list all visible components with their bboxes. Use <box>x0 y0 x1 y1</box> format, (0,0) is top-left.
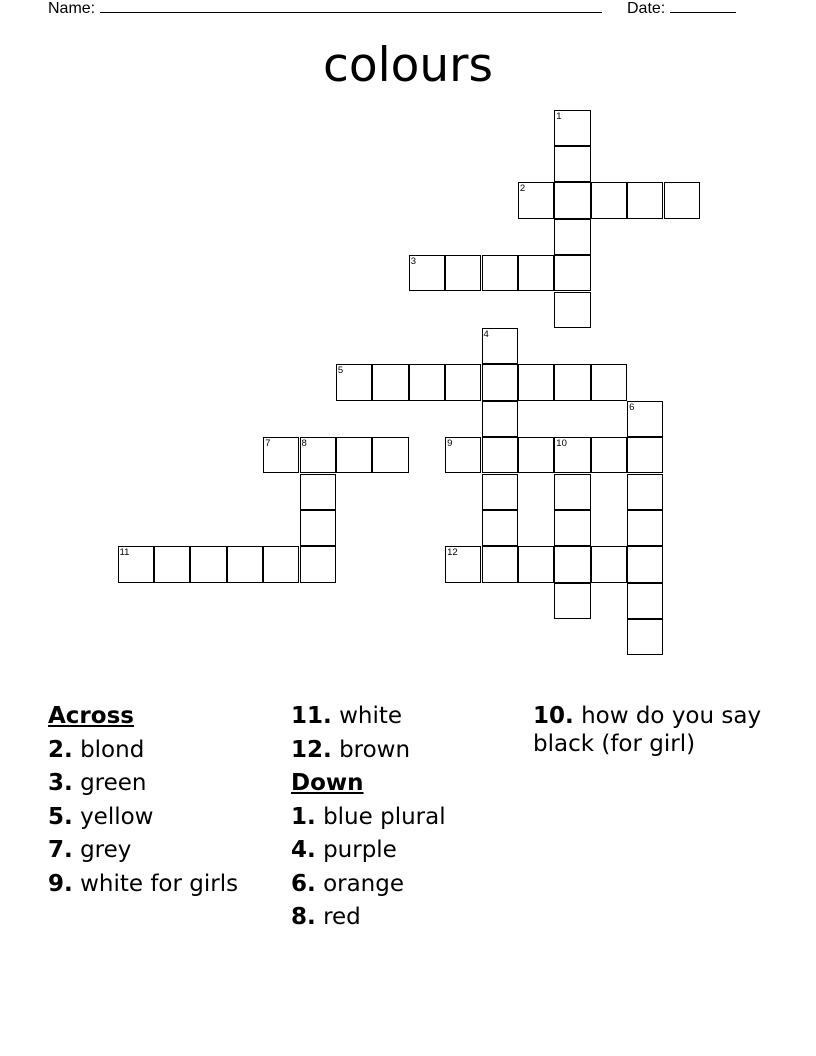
name-underline[interactable] <box>100 0 602 13</box>
letter-input[interactable] <box>228 547 262 581</box>
letter-input[interactable] <box>555 111 589 145</box>
clue-number: 6 <box>629 401 635 413</box>
letter-input[interactable] <box>555 256 589 290</box>
grid-cell[interactable] <box>518 364 554 400</box>
letter-input[interactable] <box>446 547 480 581</box>
letter-input[interactable] <box>410 256 444 290</box>
grid-cell[interactable] <box>627 619 663 655</box>
down-heading: Down <box>291 770 364 796</box>
grid-cell[interactable] <box>300 546 336 582</box>
clue-text: white <box>339 703 403 729</box>
grid-cell[interactable] <box>336 364 372 400</box>
letter-input[interactable] <box>483 402 517 436</box>
letter-input[interactable] <box>555 584 589 618</box>
letter-input[interactable] <box>301 547 335 581</box>
letter-input[interactable] <box>483 365 517 399</box>
letter-input[interactable] <box>592 547 626 581</box>
clue-text: orange <box>323 870 405 897</box>
grid-cell[interactable] <box>627 437 663 473</box>
down-clue <box>291 870 511 898</box>
down-clue <box>291 803 511 831</box>
grid-cell[interactable] <box>518 437 554 473</box>
grid-cell[interactable] <box>482 328 518 364</box>
clue-text: blond <box>80 736 145 763</box>
grid-cell[interactable] <box>627 182 663 218</box>
letter-input[interactable] <box>555 293 589 327</box>
letter-input[interactable] <box>628 547 662 581</box>
clue-number-label: 3. <box>48 770 73 796</box>
grid-cell[interactable] <box>554 219 590 255</box>
clue-number-label: 11. <box>291 703 332 729</box>
letter-input[interactable] <box>483 547 517 581</box>
grid-cell[interactable] <box>445 437 481 473</box>
grid-cell[interactable] <box>591 546 627 582</box>
letter-input[interactable] <box>628 402 662 436</box>
grid-cell[interactable] <box>263 546 299 582</box>
letter-input[interactable] <box>519 183 553 217</box>
clue-number-label: 8. <box>291 904 316 930</box>
grid-cell[interactable] <box>554 546 590 582</box>
grid-cell[interactable] <box>591 437 627 473</box>
clues-column-1 <box>48 702 248 903</box>
clues-column-2 <box>291 702 511 937</box>
across-heading: Across <box>48 703 134 729</box>
letter-input[interactable] <box>592 365 626 399</box>
grid-cell[interactable] <box>372 437 408 473</box>
clue-number-label: 10. <box>533 703 574 729</box>
letter-input[interactable] <box>555 220 589 254</box>
clue-number: 7 <box>265 438 271 450</box>
across-clue <box>48 836 248 864</box>
grid-cell[interactable] <box>482 510 518 546</box>
grid-cell[interactable] <box>445 255 481 291</box>
clue-number-label: 12. <box>291 736 332 763</box>
letter-input[interactable] <box>301 438 335 472</box>
grid-cell[interactable] <box>482 546 518 582</box>
letter-input[interactable] <box>519 256 553 290</box>
grid-cell[interactable] <box>518 546 554 582</box>
clue-number: 3 <box>410 256 416 268</box>
grid-cell[interactable] <box>627 546 663 582</box>
letter-input[interactable] <box>555 183 589 217</box>
grid-cell[interactable] <box>263 437 299 473</box>
grid-cell[interactable] <box>372 364 408 400</box>
date-field[interactable] <box>627 0 736 18</box>
grid-cell[interactable] <box>554 437 590 473</box>
grid-cell[interactable] <box>554 110 590 146</box>
grid-cell[interactable] <box>664 182 700 218</box>
clue-text: blue plural <box>323 803 446 830</box>
letter-input[interactable] <box>337 438 371 472</box>
grid-cell[interactable] <box>300 437 336 473</box>
across-clue <box>48 870 248 898</box>
grid-cell[interactable] <box>554 364 590 400</box>
letter-input[interactable] <box>119 547 153 581</box>
letter-input[interactable] <box>628 183 662 217</box>
clue-text: purple <box>323 837 397 863</box>
letter-input[interactable] <box>592 183 626 217</box>
down-clue <box>533 702 763 758</box>
clue-number: 12 <box>447 547 458 559</box>
grid-cell[interactable] <box>627 474 663 510</box>
clue-number-label: 9. <box>48 870 73 897</box>
name-field[interactable] <box>48 0 602 18</box>
letter-input[interactable] <box>446 365 480 399</box>
grid-cell[interactable] <box>591 364 627 400</box>
letter-input[interactable] <box>665 183 699 217</box>
clue-number: 5 <box>337 365 344 377</box>
letter-input[interactable] <box>555 365 589 399</box>
clue-text: how do you say black (for girl) <box>533 703 762 757</box>
letter-input[interactable] <box>155 547 189 581</box>
letter-input[interactable] <box>264 438 298 472</box>
clue-number: 10 <box>556 438 567 450</box>
letter-input[interactable] <box>301 511 335 545</box>
clue-text: white for girls <box>80 870 239 897</box>
letter-input[interactable] <box>446 256 480 290</box>
letter-input[interactable] <box>555 511 589 545</box>
grid-cell[interactable] <box>554 292 590 328</box>
letter-input[interactable] <box>483 511 517 545</box>
letter-input[interactable] <box>519 365 553 399</box>
grid-cell[interactable] <box>482 474 518 510</box>
puzzle-title: colours <box>322 38 493 93</box>
clue-number-label: 2. <box>48 736 73 763</box>
clues-column-3 <box>533 702 763 764</box>
letter-input[interactable] <box>628 584 662 618</box>
grid-cell[interactable] <box>627 583 663 619</box>
clue-number: 8 <box>301 438 307 450</box>
letter-input[interactable] <box>555 438 589 472</box>
letter-input[interactable] <box>628 438 662 472</box>
clue-text: red <box>323 904 361 930</box>
letter-input[interactable] <box>628 475 662 509</box>
grid-cell[interactable] <box>627 401 663 437</box>
down-clue <box>291 903 511 931</box>
across-clue <box>291 736 511 764</box>
grid-cell[interactable] <box>591 182 627 218</box>
across-clue <box>48 769 248 797</box>
clue-number: 2 <box>519 183 526 195</box>
clue-text: green <box>80 770 147 796</box>
grid-cell[interactable] <box>518 255 554 291</box>
letter-input[interactable] <box>483 438 517 472</box>
letter-input[interactable] <box>264 547 298 581</box>
letter-input[interactable] <box>446 438 480 472</box>
clue-text: yellow <box>80 803 154 830</box>
letter-input[interactable] <box>373 438 407 472</box>
grid-cell[interactable] <box>445 546 481 582</box>
name-label: Name: <box>48 0 96 17</box>
grid-cell[interactable] <box>300 510 336 546</box>
letter-input[interactable] <box>483 475 517 509</box>
grid-cell[interactable] <box>518 182 554 218</box>
clue-number-label: 5. <box>48 803 73 830</box>
grid-cell[interactable] <box>554 182 590 218</box>
letter-input[interactable] <box>337 365 371 399</box>
letter-input[interactable] <box>519 547 553 581</box>
grid-cell[interactable] <box>118 546 154 582</box>
date-underline[interactable] <box>670 0 736 13</box>
grid-cell[interactable] <box>300 474 336 510</box>
clue-number: 4 <box>483 328 489 340</box>
letter-input[interactable] <box>519 438 553 472</box>
grid-cell[interactable] <box>409 255 445 291</box>
grid-cell[interactable] <box>627 510 663 546</box>
clue-number: 9 <box>447 438 453 450</box>
letter-input[interactable] <box>410 365 444 399</box>
clue-number-label: 4. <box>291 837 316 863</box>
grid-cell[interactable] <box>154 546 190 582</box>
letter-input[interactable] <box>555 147 589 181</box>
grid-cell[interactable] <box>336 437 372 473</box>
date-label: Date: <box>627 0 666 17</box>
letter-input[interactable] <box>373 365 407 399</box>
letter-input[interactable] <box>555 475 589 509</box>
letter-input[interactable] <box>628 620 662 654</box>
grid-cell[interactable] <box>482 401 518 437</box>
clue-number-label: 7. <box>48 837 73 863</box>
clue-number: 1 <box>556 110 562 122</box>
letter-input[interactable] <box>483 256 517 290</box>
clue-number-label: 1. <box>291 803 316 830</box>
grid-cell[interactable] <box>482 364 518 400</box>
grid-cell[interactable] <box>445 364 481 400</box>
grid-cell[interactable] <box>409 364 445 400</box>
down-clue <box>291 836 511 864</box>
clue-number: 11 <box>119 547 130 559</box>
clue-text: grey <box>80 837 132 863</box>
grid-cell[interactable] <box>190 546 226 582</box>
letter-input[interactable] <box>483 329 517 363</box>
across-clue <box>48 736 248 764</box>
grid-cell[interactable] <box>554 255 590 291</box>
across-clue <box>48 803 248 831</box>
letter-input[interactable] <box>555 547 589 581</box>
across-clue <box>291 702 511 730</box>
grid-cell[interactable] <box>554 510 590 546</box>
clue-text: brown <box>339 736 411 763</box>
grid-cell[interactable] <box>482 437 518 473</box>
letter-input[interactable] <box>301 475 335 509</box>
clue-number-label: 6. <box>291 870 316 897</box>
grid-cell[interactable] <box>227 546 263 582</box>
grid-cell[interactable] <box>482 255 518 291</box>
letter-input[interactable] <box>191 547 225 581</box>
letter-input[interactable] <box>628 511 662 545</box>
grid-cell[interactable] <box>554 474 590 510</box>
letter-input[interactable] <box>592 438 626 472</box>
grid-cell[interactable] <box>554 146 590 182</box>
grid-cell[interactable] <box>554 583 590 619</box>
